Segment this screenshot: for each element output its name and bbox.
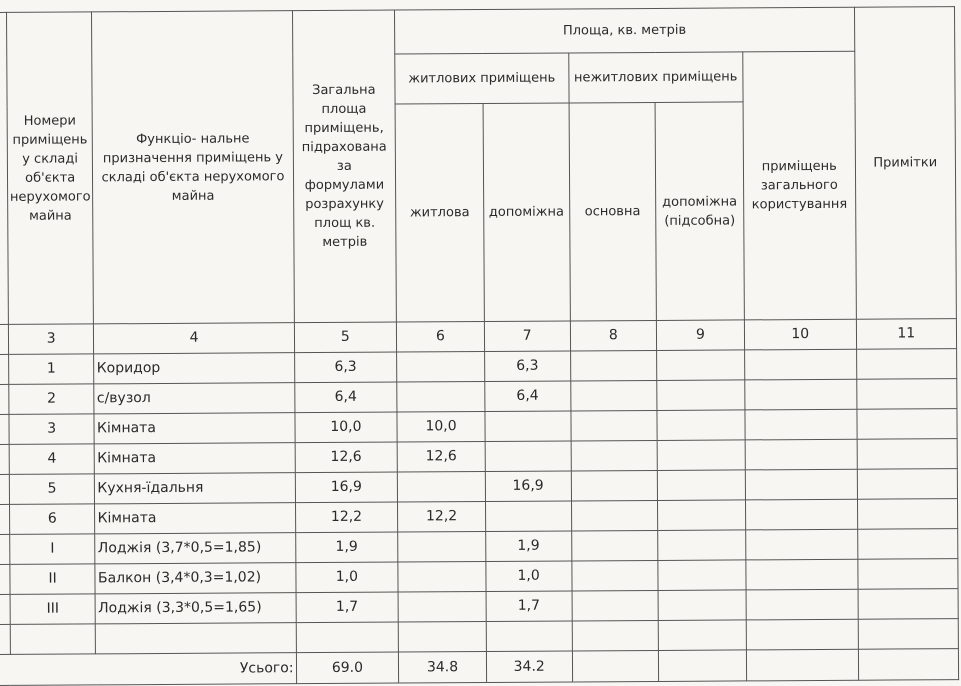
common-area-cell [746,619,858,650]
column-number: 4 [94,323,294,354]
support-area-cell [657,380,745,411]
room-function: Кухня-їдальня [95,473,295,504]
room-number: 3 [9,414,95,445]
header-function: Функціо- нальне призначення приміщень у складі об'єкта нерухомого майна [92,11,294,324]
edge-cell [0,384,9,414]
room-number: I [10,534,96,565]
notes-cell [857,529,958,560]
total-area-cell: 12,6 [295,442,398,473]
notes-cell [857,439,958,470]
edge-cell [0,504,10,534]
header-auxiliary-support: допоміжна (підсобна) [655,102,744,321]
room-number [10,624,96,655]
common-area-cell [746,559,858,590]
room-number: III [10,594,96,625]
table-header [0,7,956,325]
auxiliary-area-cell: 6,3 [484,351,570,382]
header-total-area: Загальна площа приміщень, підрахована за формулами розрахунку площ кв. метрів [292,10,397,323]
room-function: Лоджія (3,3*0,5=1,65) [96,593,296,624]
header-rooms: Номери приміщень у складі об'єкта нерухомого майна [6,12,94,325]
total-label: Усього: [0,653,296,686]
support-area-cell [658,590,746,621]
room-number: 1 [8,354,94,385]
notes-cell [857,469,958,500]
edge-cell [0,444,9,474]
main-area-cell [571,560,658,591]
auxiliary-area-cell [485,441,571,472]
room-function: с/вузол [94,383,294,414]
main-area-cell [572,620,659,651]
main-area-cell [571,500,658,531]
room-function: Лоджія (3,7*0,5=1,85) [95,533,295,564]
total-area-cell: 1,7 [296,592,399,623]
edge-cell [0,414,9,444]
living-area-cell [398,532,486,563]
support-area-cell [658,500,746,531]
notes-cell [856,379,957,410]
column-number: 8 [570,320,657,351]
edge-cell [0,564,10,594]
main-area-cell [571,470,658,501]
main-area-cell [571,440,658,471]
common-area-cell [745,499,857,530]
living-area-cell [398,562,486,593]
notes-cell [857,499,958,530]
living-area-cell [398,472,486,503]
room-number: 4 [9,444,95,475]
room-number: 5 [9,474,95,505]
room-function [96,623,296,654]
auxiliary-area-cell [485,501,571,532]
total-area-cell: 6,4 [294,382,397,413]
notes-cell [857,409,958,440]
living-area-sum: 34.8 [399,652,487,684]
header-common-use: приміщень загального користування [743,51,856,320]
table-body [0,319,959,686]
living-area-cell: 12,2 [398,502,486,533]
header-residential: житлових приміщень [395,53,569,104]
living-area-cell [398,592,486,623]
total-area-cell: 6,3 [294,352,397,383]
auxiliary-area-sum: 34.2 [486,651,572,683]
auxiliary-area-cell: 1,9 [485,531,571,562]
edge-cell [0,534,10,564]
header-auxiliary: допоміжна [483,103,570,322]
common-area-cell [745,379,857,410]
total-area-cell: 12,2 [295,502,398,533]
main-area-cell [571,410,658,441]
column-number: 9 [656,320,744,351]
notes-cell [858,589,959,620]
column-number: 10 [744,319,856,350]
auxiliary-area-cell: 6,4 [485,381,571,412]
main-area-cell [570,380,657,411]
room-number: 6 [9,504,95,535]
common-area-cell [746,589,858,620]
total-area-cell: 1,0 [295,562,398,593]
common-area-cell [745,439,857,470]
common-area-cell [744,349,856,380]
room-function: Кімната [94,413,294,444]
living-area-cell: 10,0 [397,412,485,443]
total-area-cell: 16,9 [295,472,398,503]
support-area-cell [658,530,746,561]
room-function: Кімната [95,443,295,474]
support-area-cell [658,560,746,591]
living-area-cell [397,382,485,413]
total-area-cell: 1,9 [295,532,398,563]
header-notes: Примітки [854,7,956,320]
support-area-cell [657,470,745,501]
main-area-cell [572,590,659,621]
common-area-cell [745,409,857,440]
total-area-cell: 10,0 [294,412,397,443]
edge-cell [0,354,9,384]
total-row [0,649,959,686]
living-area-cell [398,622,486,653]
auxiliary-area-cell [485,411,571,442]
column-number: 7 [484,321,570,352]
common-area-cell [746,529,858,560]
notes-cell [856,349,957,380]
support-area-cell [657,440,745,471]
support-area-cell [657,350,745,381]
room-function: Кімната [95,503,295,534]
header-area-group: Площа, кв. метрів [395,7,855,54]
main-area-sum [572,650,659,682]
support-area-cell [658,620,746,651]
column-number: 6 [397,322,485,353]
room-number: 2 [9,384,95,415]
area-table [0,6,959,686]
room-number: II [10,564,96,595]
support-area-sum [658,650,746,682]
auxiliary-area-cell: 1,7 [486,591,572,622]
living-area-cell [397,352,485,383]
header-living: житлова [395,104,484,323]
notes-sum [858,649,959,681]
column-number: 3 [8,324,94,355]
main-area-cell [570,350,657,381]
total-area-cell [296,622,399,653]
edge-cell [0,594,10,624]
support-area-cell [657,410,745,441]
column-number: 5 [294,322,397,353]
auxiliary-area-cell: 1,0 [486,561,572,592]
auxiliary-area-cell [486,621,572,652]
edge-cell [0,474,9,504]
common-area-cell [745,469,857,500]
header-nonresidential: нежитлових приміщень [568,52,743,103]
total-area-sum: 69.0 [296,652,399,684]
room-function: Коридор [94,353,294,384]
living-area-cell: 12,6 [397,442,485,473]
edge-cell [0,324,8,354]
common-area-sum [746,649,858,681]
main-area-cell [571,530,658,561]
notes-cell [858,619,959,650]
notes-cell [857,559,958,590]
edge-cell [0,624,10,654]
column-number: 11 [856,319,957,350]
header-main: основна [569,102,657,321]
auxiliary-area-cell: 16,9 [485,471,571,502]
room-function: Балкон (3,4*0,3=1,02) [95,563,295,594]
